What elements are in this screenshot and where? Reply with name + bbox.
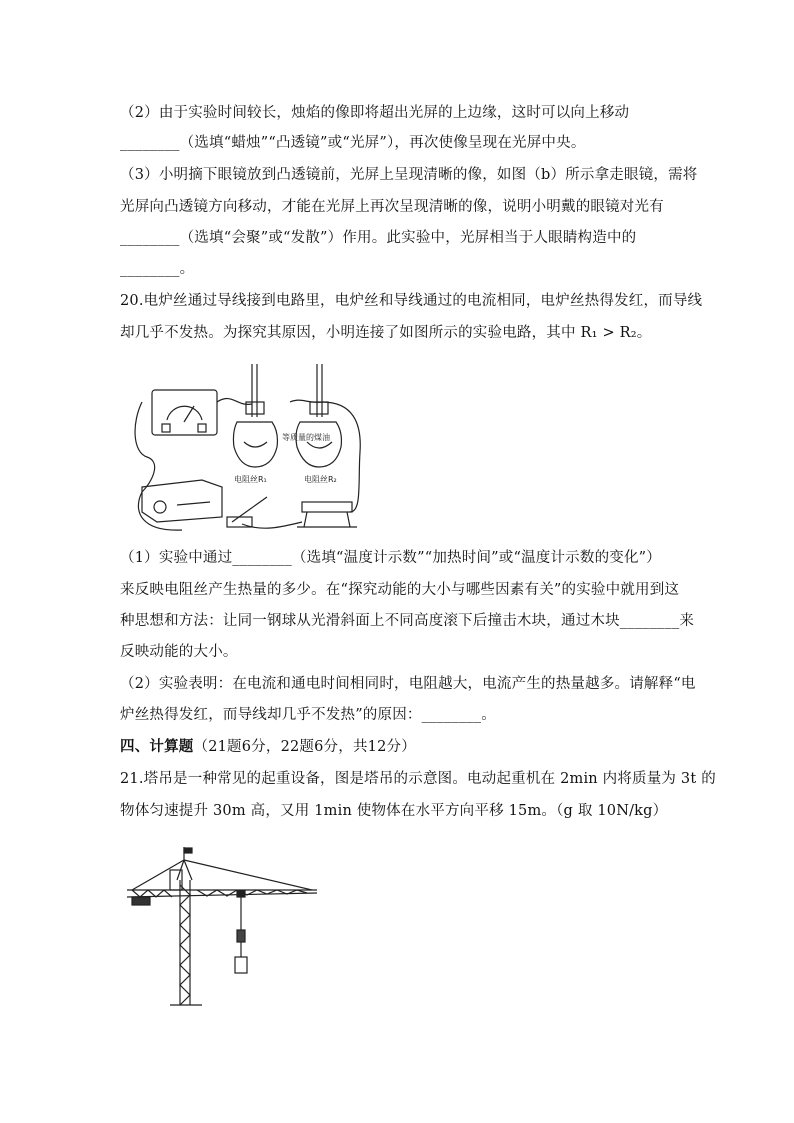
figure-label-liquid: 等质量的煤油 (282, 433, 330, 442)
tower-crane-figure (122, 845, 322, 1010)
q19-part2-line1: （2）由于实验时间较长，烛焰的像即将超出光屏的上边缘，这时可以向上移动 (120, 105, 630, 121)
section-score-note: （21题6分，22题6分，共12分） (193, 739, 416, 755)
q20-part1-line1: （1）实验中通过________（选填“温度计示数”“加热时间”或“温度计示数的变化”） (120, 550, 661, 566)
q20-intro-line1: 20.电炉丝通过导线接到电路里，电炉丝和导线通过的电流相同，电炉丝热得发红，而导线 (120, 293, 703, 309)
q20-part1-line2: 来反映电阻丝产生热量的多少。在“探究动能的大小与哪些因素有关”的实验中就用到这 (120, 582, 680, 598)
q20-part1-line3: 种思想和方法：让同一钢球从光滑斜面上不同高度滚下后撞击木块，通过木块________来 (120, 613, 695, 629)
q20-intro-line2: 却几乎不发热。为探究其原因，小明连接了如图所示的实验电路，其中 R₁ > R₂。 (120, 325, 652, 341)
q20-part1-line4: 反映动能的大小。 (120, 644, 238, 660)
section-heading (120, 737, 416, 757)
q20-part2-line2: 炉丝热得发红，而导线却几乎不发热”的原因：________。 (120, 707, 496, 723)
q21-line1: 21.塔吊是一种常见的起重设备，图是塔吊的示意图。电动起重机在 2min 内将质量为 3t 的 (120, 771, 716, 787)
q19-part3-line4: ________。 (120, 261, 195, 277)
q19-part2-line2: ________（选填“蜡烛”“凸透镜”或“光屏”），再次使像呈现在光屏中央。 (120, 135, 586, 151)
q20-part2-line1: （2）实验表明：在电流和通电时间相同时，电阻越大，电流产生的热量越多。请解释“电 (120, 676, 696, 692)
figure-label-r1: 电阻丝R₁ (234, 475, 267, 484)
figure-label-r2: 电阻丝R₂ (304, 475, 337, 484)
section-title: 四、计算题 (120, 739, 194, 755)
q19-part3-line2: 光屏向凸透镜方向移动，才能在光屏上再次呈现清晰的像，说明小明戴的眼镜对光有 (120, 199, 664, 215)
q19-part3-line3: ________（选填“会聚”或“发散”）作用。此实验中，光屏相当于人眼睛构造中的 (120, 230, 637, 246)
q19-part3-line1: （3）小明摘下眼镜放到凸透镜前，光屏上呈现清晰的像，如图（b）所示拿走眼镜，需将 (120, 167, 698, 183)
circuit-experiment-figure (122, 362, 372, 537)
q21-line2: 物体匀速提升 30m 高，又用 1min 使物体在水平方向平移 15m。（g 取 10N/kg） (120, 803, 668, 819)
